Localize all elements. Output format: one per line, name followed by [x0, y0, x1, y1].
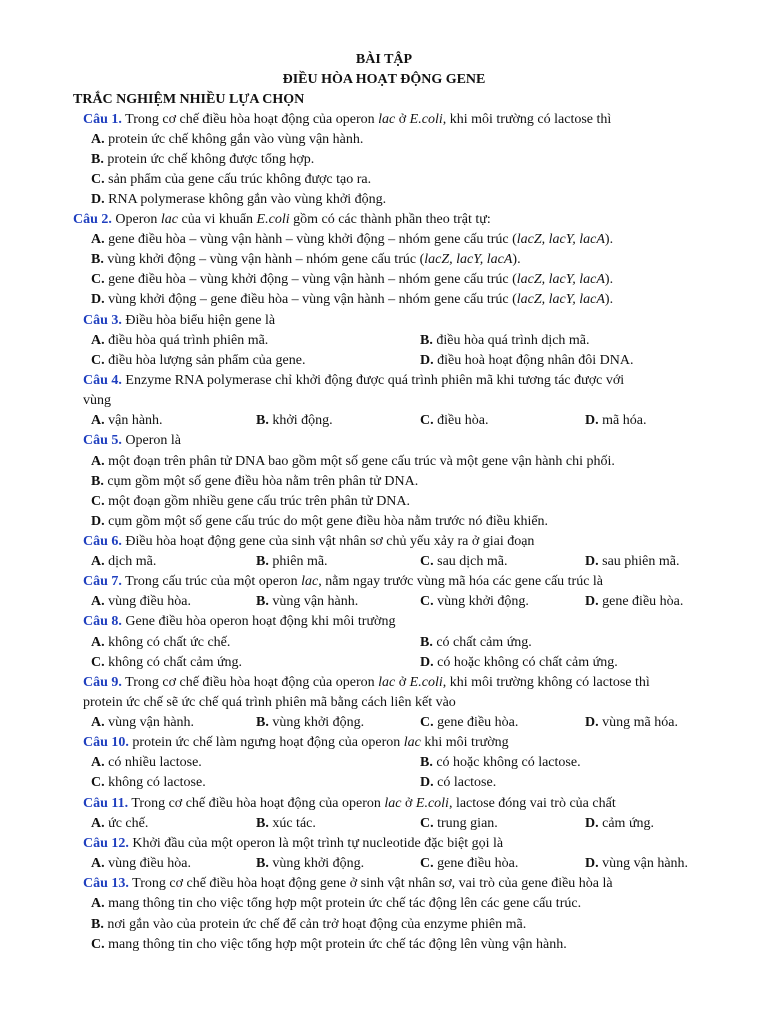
question-stem: Điều hòa hoạt động gene của sinh vật nhân sơ chủ yếu xảy ra ở giai đoạn	[121, 534, 535, 549]
option-genes: lacZ, lacY, lacA	[516, 272, 605, 287]
option-label: C.	[91, 655, 105, 670]
option-text: gene điều hòa.	[433, 856, 519, 871]
option-label: B.	[256, 715, 269, 730]
option-text: có nhiều lactose.	[104, 755, 202, 770]
answer-option	[91, 512, 548, 532]
option-text: vùng khởi động.	[268, 715, 365, 730]
option-text: cảm ứng.	[598, 816, 655, 831]
option-genes: lacZ, lacY, lacA	[516, 292, 605, 307]
question-stem: , khi môi trường có lactose thì	[442, 112, 612, 127]
option-label: B.	[91, 152, 104, 167]
question-6	[83, 532, 534, 552]
question-stem: lac	[160, 212, 179, 227]
option-label: B.	[420, 635, 433, 650]
option-label: B.	[256, 816, 269, 831]
question-stem: của vi khuẩn	[178, 212, 257, 227]
document-subtitle: ĐIỀU HÒA HOẠT ĐỘNG GENE	[282, 72, 486, 87]
option-text: ).	[604, 232, 614, 247]
option-label: D.	[585, 816, 599, 831]
option-label: C.	[420, 856, 434, 871]
option-label: B.	[420, 755, 433, 770]
answer-option	[420, 753, 581, 773]
question-stem: Operon là	[121, 433, 181, 448]
option-label: C.	[420, 554, 434, 569]
question-3	[83, 311, 275, 331]
option-text: vận hành.	[104, 413, 163, 428]
answer-option	[256, 552, 328, 572]
option-label: A.	[91, 132, 105, 147]
question-stem: lac	[378, 675, 396, 690]
answer-option	[420, 653, 618, 673]
option-label: D.	[91, 192, 105, 207]
option-text: dịch mã.	[104, 554, 157, 569]
answer-option	[420, 814, 498, 834]
answer-option	[91, 472, 418, 492]
question-label: Câu 6.	[83, 534, 122, 549]
option-label: C.	[420, 816, 434, 831]
answer-option	[91, 713, 194, 733]
answer-option	[585, 713, 678, 733]
option-label: A.	[91, 454, 105, 469]
option-text: trung gian.	[433, 816, 498, 831]
answer-option	[91, 753, 202, 773]
question-4	[83, 371, 711, 391]
question-label: Câu 8.	[83, 614, 122, 629]
answer-option	[420, 633, 532, 653]
option-text: cụm gồm một số gene cấu trúc do một gene điều hòa nằm trước nó điều khiển.	[104, 514, 549, 529]
option-text: sau dịch mã.	[433, 554, 508, 569]
answer-option	[91, 592, 191, 612]
option-label: A.	[91, 715, 105, 730]
option-text: một đoạn trên phân tử DNA bao gồm một số gene cấu trúc và một gene vận hành chi phối.	[104, 454, 615, 469]
option-label: D.	[585, 856, 599, 871]
option-text: có hoặc không có lactose.	[432, 755, 581, 770]
option-label: B.	[91, 917, 104, 932]
option-text: có hoặc không có chất cảm ứng.	[433, 655, 618, 670]
option-label: D.	[420, 775, 434, 790]
option-label: C.	[91, 937, 105, 952]
option-label: C.	[91, 353, 105, 368]
question-stem: Khởi đầu của một operon là một trình tự nucleotide đặc biệt gọi là	[128, 836, 504, 851]
option-label: A.	[91, 413, 105, 428]
question-stem: E.coli	[415, 796, 449, 811]
answer-option	[91, 492, 410, 512]
answer-option	[420, 552, 508, 572]
option-genes: lacZ, lacY, lacA	[424, 252, 513, 267]
answer-option	[91, 894, 581, 914]
document-title: BÀI TẬP	[355, 52, 413, 67]
question-label: Câu 9.	[83, 675, 122, 690]
option-label: A.	[91, 635, 105, 650]
option-text: có lactose.	[433, 775, 497, 790]
answer-option	[585, 552, 680, 572]
option-text: một đoạn gồm nhiều gene cấu trúc trên phân tử DNA.	[104, 494, 411, 509]
question-stem: , khi môi trường không có lactose thì	[442, 675, 650, 690]
option-text: protein ức chế không được tổng hợp.	[103, 152, 315, 167]
question-stem: Trong cơ chế điều hòa hoạt động của operon	[121, 675, 379, 690]
option-label: A.	[91, 816, 105, 831]
question-label: Câu 13.	[83, 876, 129, 891]
question-stem: ở	[401, 796, 416, 811]
answer-option	[420, 351, 633, 371]
option-text: xúc tác.	[268, 816, 316, 831]
option-label: A.	[91, 232, 105, 247]
question-9	[83, 673, 650, 693]
question-stem: E.coli	[409, 675, 443, 690]
option-label: A.	[91, 755, 105, 770]
option-text: có chất cảm ứng.	[432, 635, 532, 650]
option-label: D.	[91, 514, 105, 529]
answer-option	[91, 230, 613, 250]
question-label: Câu 2.	[73, 212, 112, 227]
option-genes: lacZ, lacY, lacA	[516, 232, 605, 247]
answer-option	[91, 915, 526, 935]
option-text: khởi động.	[268, 413, 333, 428]
option-label: B.	[256, 594, 269, 609]
option-text: gene điều hòa.	[598, 594, 684, 609]
question-stem-continued: protein ức chế sẽ ức chế quá trình phiên mã bằng cách liên kết vào	[83, 695, 456, 710]
option-label: B.	[91, 474, 104, 489]
question-stem: Trong cơ chế điều hòa hoạt động của operon	[121, 112, 379, 127]
option-text: ức chế.	[104, 816, 149, 831]
answer-option	[585, 814, 654, 834]
answer-option	[91, 270, 613, 290]
question-stem: , nằm ngay trước vùng mã hóa các gene cấu trúc là	[318, 574, 604, 589]
question-7	[83, 572, 603, 592]
option-label: A.	[91, 554, 105, 569]
question-stem: gồm có các thành phần theo trật tự:	[289, 212, 491, 227]
option-text: không có chất cảm ứng.	[104, 655, 243, 670]
option-text: ).	[604, 292, 614, 307]
option-label: A.	[91, 896, 105, 911]
option-text: gene điều hòa – vùng vận hành – vùng khởi động – nhóm gene cấu trúc (	[104, 232, 517, 247]
answer-option	[91, 935, 567, 955]
question-12	[83, 834, 503, 854]
question-5	[83, 431, 181, 451]
option-text: điều hòa lượng sản phẩm của gene.	[104, 353, 306, 368]
option-text: điều hòa quá trình phiên mã.	[104, 333, 269, 348]
answer-option	[91, 773, 206, 793]
option-text: ).	[604, 272, 614, 287]
question-stem: E.coli	[256, 212, 290, 227]
option-text: mang thông tin cho việc tổng hợp một protein ức chế tác động lên vùng vận hành.	[104, 937, 567, 952]
option-text: vùng khởi động.	[268, 856, 365, 871]
option-label: D.	[585, 715, 599, 730]
option-text: vùng điều hòa.	[104, 594, 191, 609]
answer-option	[420, 331, 590, 351]
option-label: B.	[91, 252, 104, 267]
option-text: không có chất ức chế.	[104, 635, 231, 650]
question-label: Câu 1.	[83, 112, 122, 127]
option-label: C.	[420, 413, 434, 428]
answer-option	[91, 552, 156, 572]
question-stem: Điều hòa biểu hiện gene là	[121, 313, 276, 328]
option-text: điều hòa.	[433, 413, 489, 428]
question-stem: , lactose đóng vai trò của chất	[448, 796, 616, 811]
question-stem: Gene điều hòa operon hoạt động khi môi trường	[121, 614, 396, 629]
question-stem: E.coli	[409, 112, 443, 127]
option-text: gene điều hòa.	[433, 715, 519, 730]
option-label: C.	[91, 775, 105, 790]
answer-option	[256, 592, 358, 612]
option-text: mã hóa.	[598, 413, 647, 428]
option-text: protein ức chế không gắn vào vùng vận hành.	[104, 132, 364, 147]
option-text: vùng điều hòa.	[104, 856, 191, 871]
question-stem: protein ức chế làm ngưng hoạt động của operon	[128, 735, 404, 750]
option-text: gene điều hòa – vùng khởi động – vùng vận hành – nhóm gene cấu trúc (	[104, 272, 517, 287]
answer-option	[91, 170, 371, 190]
section-heading: TRẮC NGHIỆM NHIỀU LỰA CHỌN	[73, 92, 305, 107]
question-2	[73, 210, 491, 230]
option-text: vùng vận hành.	[598, 856, 689, 871]
option-label: D.	[420, 353, 434, 368]
answer-option	[91, 150, 314, 170]
answer-option	[91, 290, 613, 310]
option-label: C.	[91, 172, 105, 187]
answer-option	[91, 854, 191, 874]
option-text: mang thông tin cho việc tổng hợp một protein ức chế tác động lên các gene cấu trúc.	[104, 896, 582, 911]
question-label: Câu 4.	[83, 373, 122, 388]
option-label: B.	[256, 856, 269, 871]
answer-option	[420, 411, 488, 431]
option-label: B.	[256, 554, 269, 569]
option-label: D.	[420, 655, 434, 670]
answer-option	[420, 854, 518, 874]
answer-option	[91, 130, 363, 150]
question-stem: lac	[384, 796, 402, 811]
option-label: D.	[91, 292, 105, 307]
question-stem: ở	[395, 675, 410, 690]
question-10	[83, 733, 509, 753]
option-label: A.	[91, 856, 105, 871]
question-stem-continued: vùng	[83, 393, 111, 408]
answer-option	[585, 854, 688, 874]
answer-option	[91, 633, 230, 653]
answer-option	[91, 411, 163, 431]
answer-option	[256, 713, 364, 733]
question-stem: lac	[378, 112, 396, 127]
question-11	[83, 794, 616, 814]
option-text: vùng khởi động.	[433, 594, 529, 609]
question-label: Câu 12.	[83, 836, 129, 851]
option-text: vùng mã hóa.	[598, 715, 678, 730]
option-label: C.	[420, 594, 434, 609]
option-label: D.	[585, 554, 599, 569]
answer-option	[256, 854, 364, 874]
option-text: RNA polymerase không gắn vào vùng khởi động.	[104, 192, 387, 207]
option-text: vùng vận hành.	[104, 715, 195, 730]
question-label: Câu 10.	[83, 735, 129, 750]
question-stem: Trong cấu trúc của một operon	[121, 574, 302, 589]
answer-option	[91, 814, 148, 834]
question-label: Câu 7.	[83, 574, 122, 589]
answer-option	[420, 592, 529, 612]
option-text: vùng khởi động – gene điều hòa – vùng vận hành – nhóm gene cấu trúc (	[104, 292, 517, 307]
question-8	[83, 612, 395, 632]
question-stem: lac	[301, 574, 319, 589]
answer-option	[91, 190, 386, 210]
option-text: cụm gồm một số gene điều hòa nằm trên phân tử DNA.	[103, 474, 419, 489]
option-text: nơi gắn vào của protein ức chế để cản trở hoạt động của enzyme phiên mã.	[103, 917, 527, 932]
question-stem: Trong cơ chế điều hòa hoạt động của operon	[128, 796, 385, 811]
question-stem: Enzyme RNA polymerase chỉ khởi động được quá trình phiên mã khi tương tác được với	[121, 373, 625, 388]
question-stem: Trong cơ chế điều hòa hoạt động gene ở sinh vật nhân sơ, vai trò của gene điều hòa là	[128, 876, 613, 891]
option-text: không có lactose.	[104, 775, 206, 790]
option-label: D.	[585, 413, 599, 428]
option-label: D.	[585, 594, 599, 609]
option-text: ).	[512, 252, 521, 267]
answer-option	[256, 411, 333, 431]
question-stem: Operon	[111, 212, 161, 227]
answer-option	[256, 814, 316, 834]
option-label: C.	[91, 272, 105, 287]
option-text: điều hoà hoạt động nhân đôi DNA.	[433, 353, 634, 368]
question-13	[83, 874, 613, 894]
option-label: B.	[256, 413, 269, 428]
answer-option	[585, 592, 683, 612]
option-text: vùng vận hành.	[268, 594, 359, 609]
option-text: điều hòa quá trình dịch mã.	[432, 333, 590, 348]
answer-option	[420, 713, 518, 733]
answer-option	[91, 452, 615, 472]
question-1	[83, 110, 611, 130]
question-stem: ở	[395, 112, 410, 127]
option-text: phiên mã.	[268, 554, 328, 569]
answer-option	[585, 411, 646, 431]
answer-option	[91, 351, 305, 371]
question-label: Câu 5.	[83, 433, 122, 448]
question-stem: khi môi trường	[420, 735, 509, 750]
answer-option	[91, 250, 521, 270]
option-label: C.	[420, 715, 434, 730]
option-label: B.	[420, 333, 433, 348]
option-label: A.	[91, 594, 105, 609]
answer-option	[91, 331, 268, 351]
option-text: vùng khởi động – vùng vận hành – nhóm gene cấu trúc (	[103, 252, 425, 267]
answer-option	[91, 653, 242, 673]
question-label: Câu 11.	[83, 796, 129, 811]
option-label: A.	[91, 333, 105, 348]
answer-option	[420, 773, 496, 793]
option-text: sau phiên mã.	[598, 554, 680, 569]
question-label: Câu 3.	[83, 313, 122, 328]
option-text: sản phẩm của gene cấu trúc không được tạo ra.	[104, 172, 372, 187]
question-stem: lac	[403, 735, 421, 750]
option-label: C.	[91, 494, 105, 509]
